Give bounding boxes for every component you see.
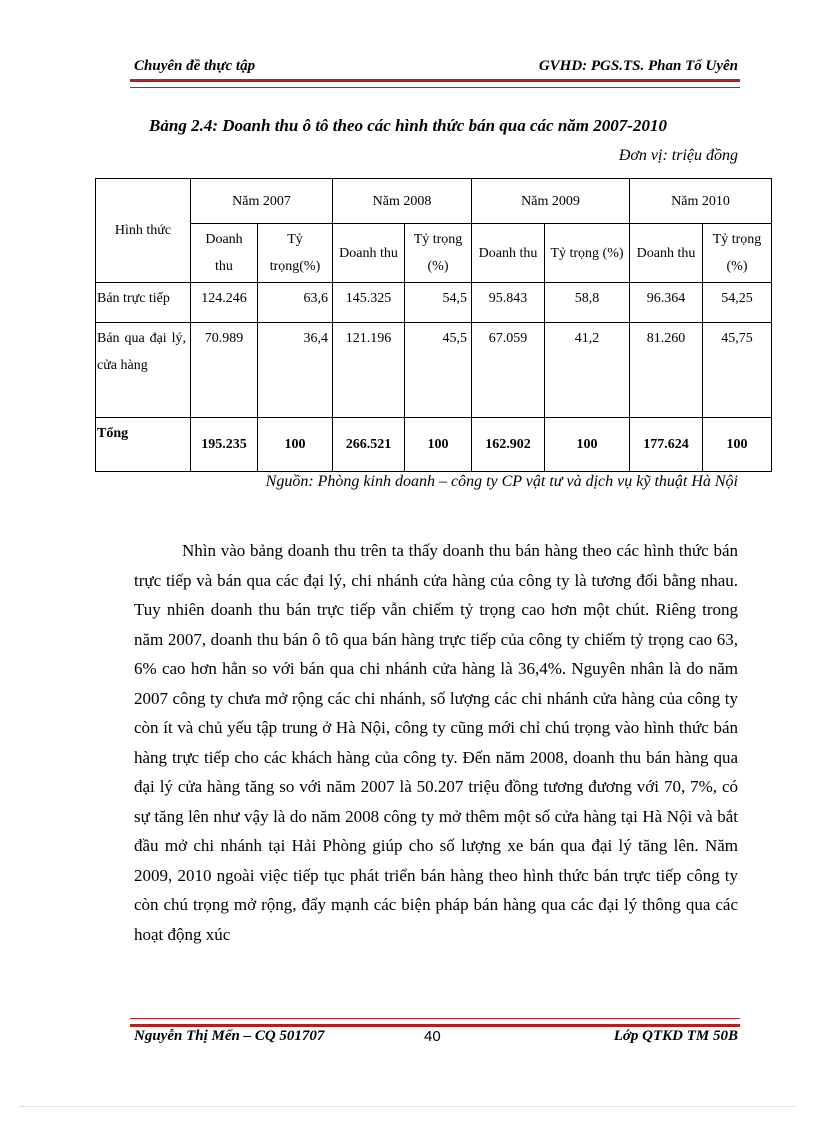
cell: 195.235 <box>191 418 258 472</box>
cell: 100 <box>703 418 772 472</box>
sub-share-2009: Tỷ trọng (%) <box>545 224 630 283</box>
cell: 162.902 <box>472 418 545 472</box>
table-row <box>96 418 772 472</box>
header-rule <box>130 79 740 88</box>
page-footer <box>134 1028 738 1050</box>
cell: 41,2 <box>545 323 630 418</box>
sub-rev-2010: Doanh thu <box>630 224 703 283</box>
header-left: Chuyên đề thực tập <box>134 58 256 74</box>
cell: 177.624 <box>630 418 703 472</box>
cell: 58,8 <box>545 283 630 323</box>
table-row <box>96 283 772 323</box>
cell: 81.260 <box>630 323 703 418</box>
row-label: Tổng <box>96 418 191 472</box>
unit-label: Đơn vị: triệu đồng <box>618 147 738 164</box>
page-number: 40 <box>424 1028 441 1045</box>
header-right: GVHD: PGS.TS. Phan Tố Uyên <box>538 58 738 74</box>
cell: 145.325 <box>333 283 405 323</box>
footer-rule <box>130 1018 740 1027</box>
cell: 45,5 <box>405 323 472 418</box>
cell: 67.059 <box>472 323 545 418</box>
cell: 266.521 <box>333 418 405 472</box>
body-paragraph: Nhìn vào bảng doanh thu trên ta thấy doanh thu bán hàng theo các hình thức bán trực tiếp và bán qua các đại lý, chi nhánh cửa hàng của công ty là tương đối bằng nhau. Tuy nhiên doanh thu bán trực tiếp vẫn chiếm tỷ trọng cao hơn một chút. Riêng trong năm 2007, doanh thu bán ô tô qua bán hàng trực tiếp của công ty chiếm tỷ trọng cao 63, 6% cao hơn hẳn so với bán qua chi nhánh cửa hàng là 36,4%. Nguyên nhân là do năm 2007 công ty chưa mở rộng các chi nhánh, số lượng các chi nhánh cửa hàng của công ty còn ít và chủ yếu tập trung ở Hà Nội, công ty cũng mới chỉ chú trọng vào hình thức bán hàng trực tiếp cho các khách hàng của công ty. Đến năm 2008, doanh thu bán hàng qua đại lý cửa hàng tăng so với năm 2007 là 50.207 triệu đồng tương đương với 70, 7%, có sự tăng lên như vậy là do năm 2008 công ty mở thêm một số cửa hàng tại Hà Nội và bắt đầu mở chi nhánh tại Hải Phòng giúp cho số lượng xe bán qua đại lý tăng lên. Năm 2009, 2010 ngoài việc tiếp tục phát triển bán hàng theo hình thức bán trực tiếp công ty còn chú trọng mở rộng, đẩy mạnh các biện pháp bán hàng qua các đại lý thông qua các hoạt động xúc <box>134 541 738 944</box>
footer-author: Nguyễn Thị Mến – CQ 501707 <box>134 1028 325 1044</box>
sub-share-2007: Tỷ trọng(%) <box>258 224 333 283</box>
sub-rev-2008: Doanh thu <box>333 224 405 283</box>
header-form: Hình thức <box>96 179 191 283</box>
cell: 100 <box>258 418 333 472</box>
page-header <box>134 58 738 78</box>
cell: 70.989 <box>191 323 258 418</box>
row-label: Bán trực tiếp <box>96 283 191 323</box>
page-edge <box>20 1106 796 1107</box>
table-source: Nguồn: Phòng kinh doanh – công ty CP vật tư và dịch vụ kỹ thuật Hà Nội <box>265 473 738 490</box>
cell: 100 <box>405 418 472 472</box>
footer-class: Lớp QTKD TM 50B <box>613 1028 738 1044</box>
cell: 54,25 <box>703 283 772 323</box>
sub-share-2008: Tỷ trọng (%) <box>405 224 472 283</box>
revenue-table <box>95 178 772 472</box>
cell: 54,5 <box>405 283 472 323</box>
year-2007: Năm 2007 <box>191 179 333 224</box>
cell: 96.364 <box>630 283 703 323</box>
table-title: Bảng 2.4: Doanh thu ô tô theo các hình thức bán qua các năm 2007-2010 <box>149 116 667 135</box>
year-2008: Năm 2008 <box>333 179 472 224</box>
year-2009: Năm 2009 <box>472 179 630 224</box>
sub-rev-2007: Doanh thu <box>191 224 258 283</box>
table-row <box>96 323 772 418</box>
sub-share-2010: Tỷ trọng (%) <box>703 224 772 283</box>
cell: 45,75 <box>703 323 772 418</box>
cell: 100 <box>545 418 630 472</box>
row-label: Bán qua đại lý, cửa hàng <box>96 323 191 418</box>
sub-rev-2009: Doanh thu <box>472 224 545 283</box>
cell: 63,6 <box>258 283 333 323</box>
cell: 121.196 <box>333 323 405 418</box>
year-2010: Năm 2010 <box>630 179 772 224</box>
cell: 95.843 <box>472 283 545 323</box>
cell: 36,4 <box>258 323 333 418</box>
cell: 124.246 <box>191 283 258 323</box>
